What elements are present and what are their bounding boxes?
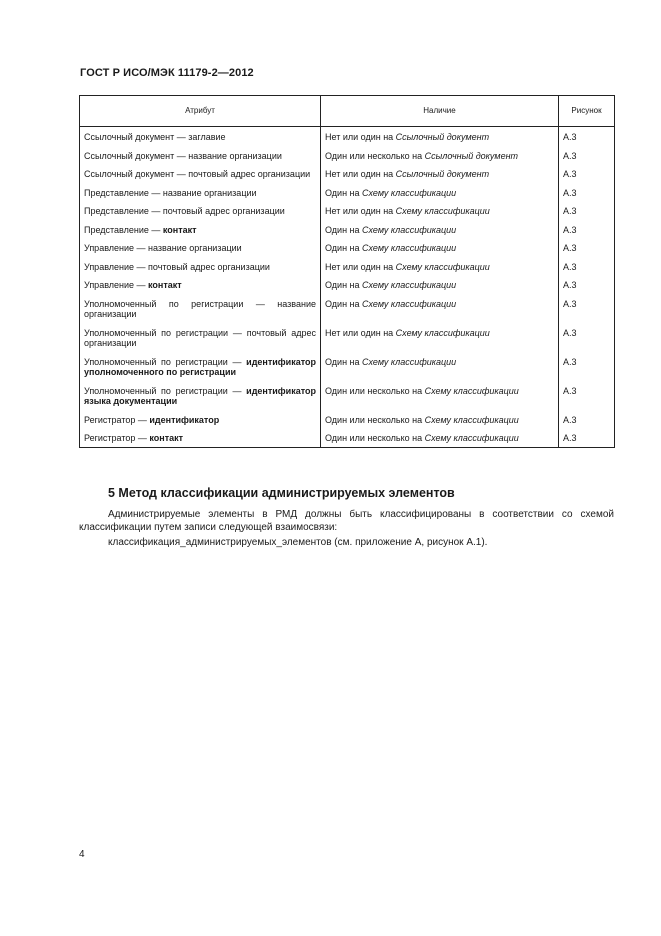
attribute-text: Управление —: [84, 280, 149, 290]
table-body: [80, 127, 615, 448]
presence-cell: [321, 127, 559, 146]
table-row: [80, 352, 615, 381]
attribute-cell: [80, 381, 321, 410]
presence-object: Ссылочный документ: [395, 169, 490, 179]
table-row: [80, 323, 615, 352]
attribute-text: Уполномоченный по регистрации —: [84, 385, 247, 396]
attribute-text: Регистратор —: [84, 433, 150, 443]
presence-cell: [321, 146, 559, 165]
column-header-attribute: Атрибут: [80, 96, 321, 127]
presence-object: Схему классификации: [395, 261, 490, 272]
presence-text: Один на: [325, 280, 363, 290]
figure-cell: А.3: [559, 257, 615, 276]
table-row: [80, 127, 615, 146]
attribute-cell: Управление — название организации: [80, 238, 321, 257]
presence-cell: [321, 257, 559, 276]
presence-cell: [321, 201, 559, 220]
presence-text: Один или несколько на: [325, 433, 425, 443]
presence-object: Схему классификации: [424, 414, 519, 425]
presence-object: Схему классификации: [395, 327, 490, 338]
body-paragraph: Администрируемые элементы в РМД должны быть классифицированы в соответствии со схемой классификации путем записи следующей взаимосвязи:: [79, 509, 614, 533]
presence-text: Нет или один на: [325, 206, 396, 216]
table-row: [80, 238, 615, 257]
presence-cell: [321, 410, 559, 429]
figure-cell: А.3: [559, 164, 615, 183]
table-row: [80, 164, 615, 183]
figure-cell: А.3: [559, 381, 615, 410]
attribute-cell: [80, 352, 321, 381]
presence-object: Схему классификации: [424, 433, 519, 443]
attribute-emphasis: идентификатор языка документации: [84, 385, 316, 406]
figure-cell: А.3: [559, 238, 615, 257]
presence-object: Ссылочный документ: [424, 150, 519, 161]
presence-text: Один или несколько на: [325, 385, 425, 396]
presence-cell: [321, 428, 559, 447]
presence-text: Нет или один на: [325, 261, 396, 272]
presence-object: Схему классификации: [362, 243, 457, 253]
attribute-emphasis: контакт: [148, 280, 182, 290]
presence-object: Схему классификации: [395, 206, 490, 216]
table-row: [80, 183, 615, 202]
attribute-text: Уполномоченный по регистрации —: [84, 356, 247, 367]
table-row: [80, 275, 615, 294]
presence-text: Один на: [325, 298, 363, 309]
section-title: 5 Метод классификации администрируемых элементов: [108, 486, 455, 500]
presence-text: Нет или один на: [325, 169, 396, 179]
presence-text: Один или несколько на: [325, 414, 425, 425]
column-header-presence: Наличие: [321, 96, 559, 127]
document-header: ГОСТ Р ИСО/МЭК 11179-2—2012: [80, 67, 254, 79]
presence-text: Один или несколько на: [325, 150, 425, 161]
attribute-cell: Управление — почтовый адрес организации: [80, 257, 321, 276]
figure-cell: А.3: [559, 127, 615, 146]
figure-cell: А.3: [559, 428, 615, 447]
presence-text: Один на: [325, 356, 363, 367]
attribute-emphasis: контакт: [162, 224, 197, 235]
page-number: 4: [79, 849, 85, 860]
presence-object: Схему классификации: [362, 298, 457, 309]
body-paragraph-formula: классификация_администрируемых_элементов (см. приложение А, рисунок А.1).: [108, 537, 488, 548]
table-row: [80, 201, 615, 220]
table-row: [80, 257, 615, 276]
figure-cell: А.3: [559, 146, 615, 165]
presence-text: Один на: [325, 224, 363, 235]
figure-cell: А.3: [559, 275, 615, 294]
attributes-table: [79, 95, 615, 448]
attribute-cell: [80, 220, 321, 239]
attribute-cell: [80, 410, 321, 429]
table-row: [80, 428, 615, 447]
column-header-figure: Рисунок: [559, 96, 615, 127]
attribute-cell: [80, 428, 321, 447]
figure-cell: А.3: [559, 323, 615, 352]
table-row: [80, 220, 615, 239]
presence-cell: [321, 220, 559, 239]
presence-object: Схему классификации: [362, 187, 457, 198]
presence-text: Один на: [325, 187, 363, 198]
presence-object: Схему классификации: [362, 280, 457, 290]
table-row: [80, 294, 615, 323]
presence-cell: [321, 275, 559, 294]
table-header-row: [80, 96, 615, 127]
attribute-text: Регистратор —: [84, 414, 150, 425]
attribute-text: Представление —: [84, 224, 163, 235]
presence-cell: [321, 238, 559, 257]
attribute-emphasis: контакт: [149, 433, 184, 443]
attribute-cell: [80, 275, 321, 294]
presence-cell: [321, 183, 559, 202]
presence-object: Схему классификации: [362, 224, 457, 235]
presence-text: Один на: [325, 243, 363, 253]
attribute-cell: Уполномоченный по регистрации — почтовый адрес организации: [80, 323, 321, 352]
table-row: [80, 381, 615, 410]
figure-cell: А.3: [559, 410, 615, 429]
table-row: [80, 410, 615, 429]
attribute-emphasis: идентификатор уполномоченного по регистрации: [84, 356, 316, 377]
attribute-cell: Ссылочный документ — почтовый адрес организации: [80, 164, 321, 183]
attribute-cell: Представление — почтовый адрес организации: [80, 201, 321, 220]
figure-cell: А.3: [559, 352, 615, 381]
table-row: [80, 146, 615, 165]
attribute-cell: Представление — название организации: [80, 183, 321, 202]
figure-cell: А.3: [559, 220, 615, 239]
presence-cell: [321, 294, 559, 323]
attribute-cell: Ссылочный документ — название организации: [80, 146, 321, 165]
presence-object: Схему классификации: [362, 356, 457, 367]
presence-cell: [321, 323, 559, 352]
presence-text: Нет или один на: [325, 132, 396, 142]
presence-cell: [321, 352, 559, 381]
presence-text: Нет или один на: [325, 327, 396, 338]
figure-cell: А.3: [559, 201, 615, 220]
figure-cell: А.3: [559, 183, 615, 202]
presence-cell: [321, 381, 559, 410]
presence-cell: [321, 164, 559, 183]
attribute-cell: Уполномоченный по регистрации — название организации: [80, 294, 321, 323]
attribute-emphasis: идентификатор: [149, 414, 220, 425]
presence-object: Схему классификации: [424, 385, 519, 396]
figure-cell: А.3: [559, 294, 615, 323]
attribute-cell: Ссылочный документ — заглавие: [80, 127, 321, 146]
presence-object: Ссылочный документ: [395, 132, 490, 142]
